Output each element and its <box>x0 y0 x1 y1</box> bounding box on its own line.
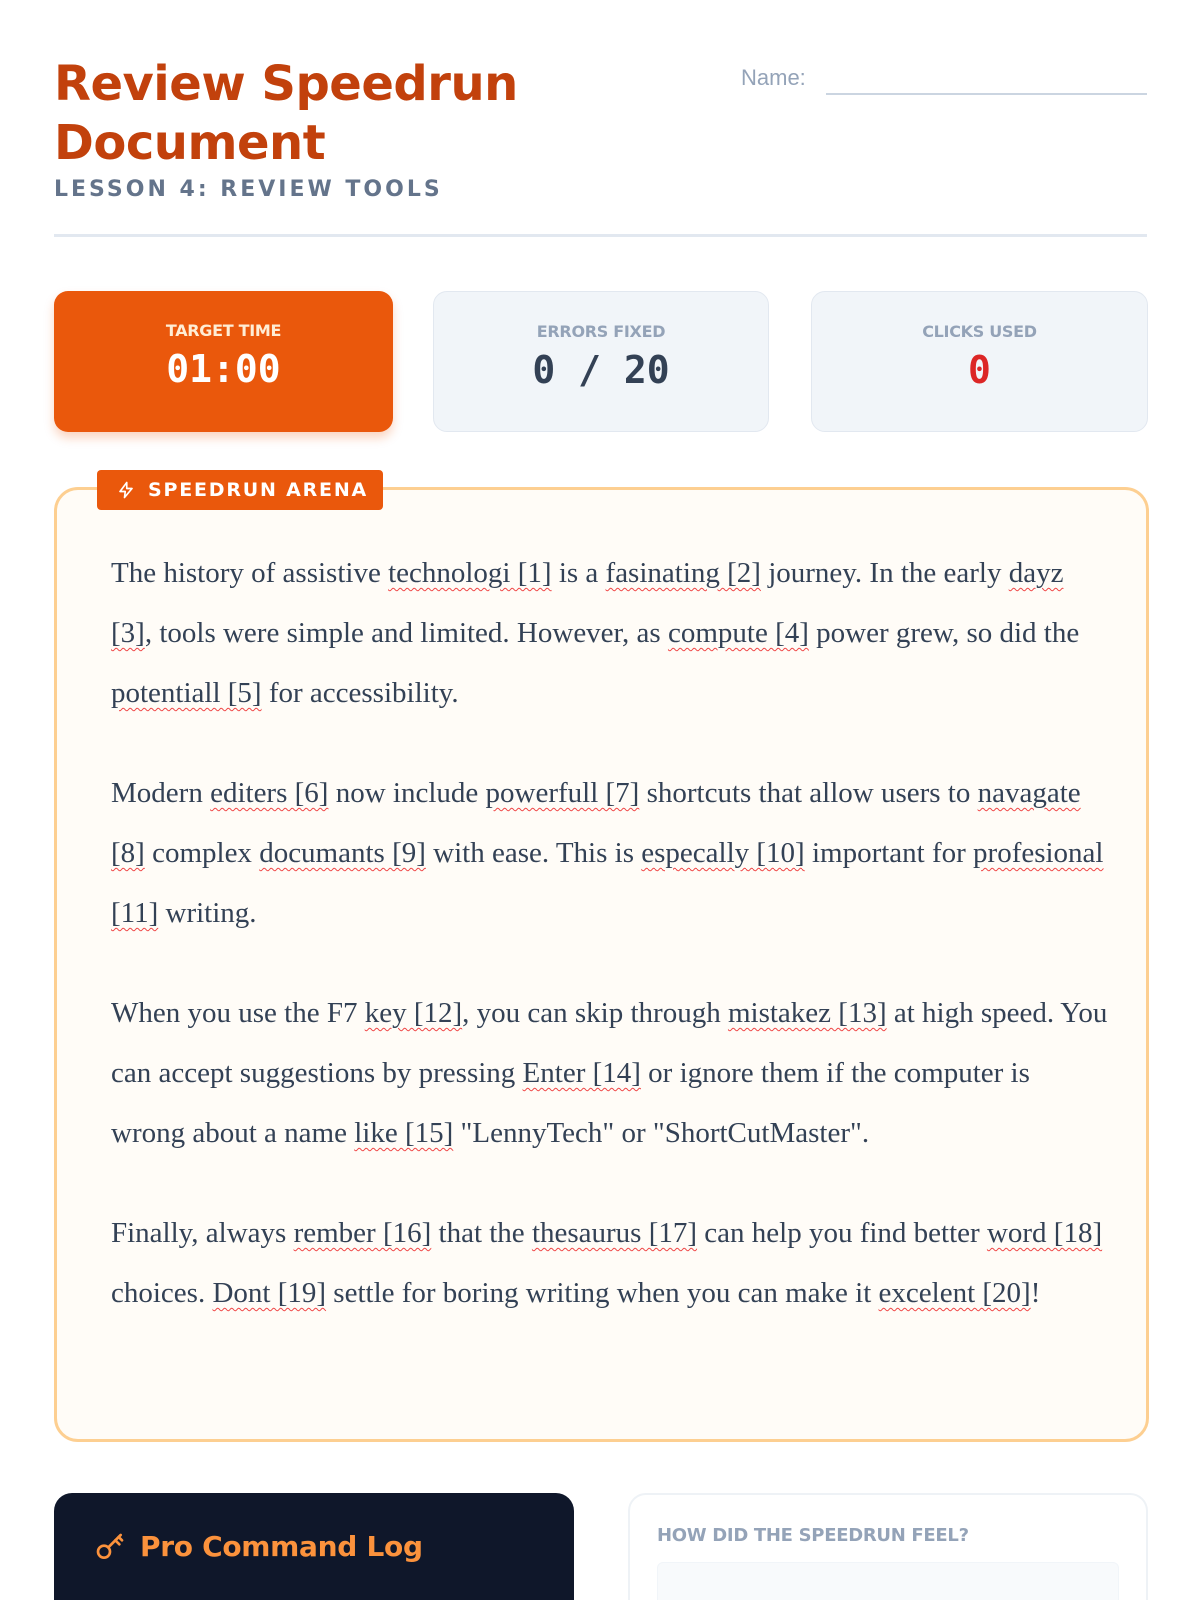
name-field-group <box>741 59 1147 99</box>
spelling-error[interactable]: Dont [19] <box>212 1277 327 1309</box>
clicks-used-card <box>811 291 1148 432</box>
document-text-run: ! <box>1030 1277 1041 1309</box>
spelling-error[interactable]: dayz [3] <box>111 557 1064 649</box>
spelling-error[interactable]: technologi [1] <box>388 557 552 589</box>
spelling-error[interactable]: potentiall [5] <box>111 677 262 709</box>
document-text-run: , tools were simple and limited. However, as <box>144 617 668 649</box>
spelling-error[interactable]: powerfull [7] <box>485 777 640 809</box>
spelling-error[interactable]: profesional [11] <box>111 837 1104 929</box>
document-text-run: is a <box>551 557 606 589</box>
document-text-run: settle for boring writing when you can make it <box>326 1277 879 1309</box>
spelling-error[interactable]: especally [10] <box>641 837 805 869</box>
document-text-run: or ignore them if the computer is wrong about a name <box>111 1057 1030 1149</box>
spelling-error[interactable]: word [18] <box>986 1217 1103 1249</box>
errors-fixed-label: ERRORS FIXED <box>536 322 666 341</box>
spelling-error[interactable]: thesaurus [17] <box>531 1217 698 1249</box>
spelling-error[interactable]: compute [4] <box>667 617 809 649</box>
spelling-error[interactable]: fasinating [2] <box>605 557 761 589</box>
name-input-line[interactable] <box>826 93 1147 95</box>
target-time-card <box>54 291 393 432</box>
speedrun-arena-label: SPEEDRUN ARENA <box>148 479 369 501</box>
document-text <box>111 543 1111 1363</box>
spelling-error[interactable]: mistakez [13] <box>727 997 887 1029</box>
document-text-run: can help you find better <box>697 1217 987 1249</box>
document-paragraph <box>111 983 1111 1163</box>
document-paragraph <box>111 1203 1111 1323</box>
feedback-textarea[interactable] <box>657 1562 1119 1600</box>
document-text-run: "LennyTech" or "ShortCutMaster". <box>453 1117 870 1149</box>
document-text-run: writing. <box>158 897 257 929</box>
document-text-run: choices. <box>111 1277 213 1309</box>
speedrun-arena-tag <box>97 470 383 510</box>
document-text-run: Modern <box>111 777 211 809</box>
target-time-value: 01:00 <box>166 347 281 391</box>
document-paragraph <box>111 543 1111 723</box>
document-text-run: power grew, so did the <box>808 617 1080 649</box>
worksheet-header <box>54 55 1147 237</box>
page-title: Review Speedrun Document <box>54 56 518 171</box>
clicks-used-value: 0 <box>968 348 991 392</box>
command-log-header <box>94 1530 423 1563</box>
errors-fixed-value: 0 / 20 <box>532 348 670 392</box>
document-text-run: for accessibility. <box>261 677 459 709</box>
errors-fixed-card <box>433 291 769 432</box>
document-text-run: that the <box>431 1217 532 1249</box>
document-text-run: with ease. This is <box>425 837 642 869</box>
document-paragraph <box>111 763 1111 943</box>
document-text-run: When you use the F7 <box>111 997 365 1029</box>
spelling-error[interactable]: documants [9] <box>259 837 426 869</box>
feedback-card <box>628 1493 1148 1600</box>
spelling-error[interactable]: navagate [8] <box>111 777 1081 869</box>
lightning-icon <box>117 481 135 499</box>
document-text-run: now include <box>328 777 486 809</box>
document-text-run: Finally, always <box>111 1217 294 1249</box>
name-label: Name: <box>741 65 806 90</box>
spelling-error[interactable]: Enter [14] <box>522 1057 641 1089</box>
command-log-title: Pro Command Log <box>140 1530 423 1563</box>
document-text-run: important for <box>804 837 974 869</box>
key-icon <box>94 1531 126 1563</box>
document-text-run: complex <box>144 837 260 869</box>
document-text-run: , you can skip through <box>462 997 728 1029</box>
spelling-error[interactable]: rember [16] <box>293 1217 432 1249</box>
clicks-used-label: CLICKS USED <box>922 322 1037 341</box>
document-text-run: journey. In the early <box>760 557 1009 589</box>
spelling-error[interactable]: excelent [20] <box>878 1277 1031 1309</box>
lesson-subtitle: LESSON 4: REVIEW TOOLS <box>54 177 443 202</box>
spelling-error[interactable]: like [15] <box>354 1117 454 1149</box>
spelling-error[interactable]: key [12] <box>364 997 463 1029</box>
document-text-run: at high speed. You can accept suggestions by pressing <box>111 997 1108 1089</box>
document-text-run: shortcuts that allow users to <box>639 777 978 809</box>
feedback-label: HOW DID THE SPEEDRUN FEEL? <box>657 1525 969 1546</box>
document-text-run: The history of assistive <box>111 557 389 589</box>
command-log-panel <box>54 1493 574 1600</box>
target-time-label: TARGET TIME <box>165 321 282 340</box>
spelling-error[interactable]: editers [6] <box>210 777 329 809</box>
